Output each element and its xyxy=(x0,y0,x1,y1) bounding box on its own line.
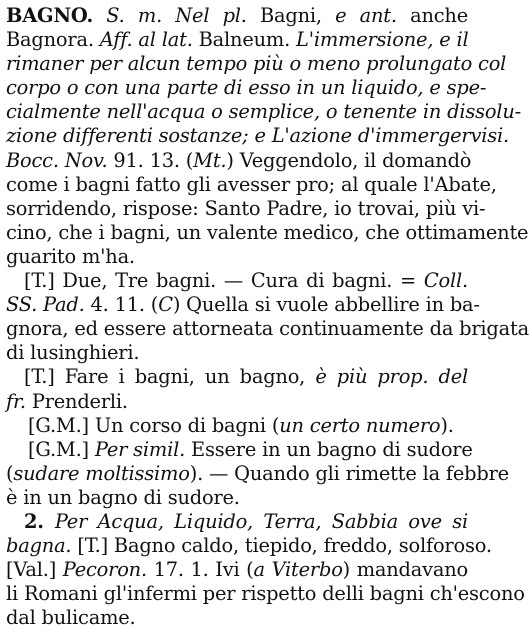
italic-text: Aff. xyxy=(99,28,133,52)
entry-line xyxy=(6,76,487,100)
entry-text: ). — Quando gli rimette la febbre xyxy=(189,461,509,485)
italic-text: rimaner per alcun tempo più o meno prolungato col xyxy=(6,52,507,76)
entry-text: 17. 1. Ivi ( xyxy=(146,558,254,582)
entry-text: ) Veggendolo, il domandò xyxy=(226,148,472,172)
bold-text: 2. xyxy=(24,509,55,533)
entry-line xyxy=(6,534,492,558)
entry-text: Bagni, xyxy=(246,4,336,27)
italic-text: SS. Pad. xyxy=(6,293,85,317)
entry-line xyxy=(6,124,509,148)
entry-text: [G.M.] xyxy=(28,437,95,461)
entry-text: [Val.] xyxy=(6,558,63,582)
entry-text: di lusinghieri. xyxy=(6,341,140,365)
entry-text: 4. 11. ( xyxy=(84,293,159,317)
entry-text: anche xyxy=(396,4,468,27)
italic-text: L'immersione, e il xyxy=(296,28,469,52)
italic-text: al lat. xyxy=(138,28,193,52)
italic-text: fr. xyxy=(6,389,26,413)
italic-text: Mt. xyxy=(193,148,227,172)
entry-text: [T.] Bagno caldo, tiepido, freddo, solforoso. xyxy=(71,534,492,558)
italic-text: e ant. xyxy=(335,4,397,27)
entry-line xyxy=(6,220,529,245)
entry-line xyxy=(6,4,468,28)
entry-text: gnora, ed essere attorneata continuamente da brigata xyxy=(6,317,529,341)
italic-text: S. m. Nel pl. xyxy=(93,4,247,27)
entry-text: [T.] Due, Tre bagni. — Cura di bagni. = xyxy=(24,269,424,293)
entry-line xyxy=(6,293,480,317)
entry-line xyxy=(6,148,472,173)
entry-text: ( xyxy=(6,461,14,485)
entry-text: Bagnora. xyxy=(6,28,100,52)
entry-line xyxy=(6,558,468,582)
italic-text: Bocc. Nov. xyxy=(6,148,108,172)
entry-line xyxy=(6,196,486,221)
italic-text: sudare moltissimo xyxy=(13,461,190,485)
entry-line xyxy=(6,172,497,197)
entry-text: 91. 13. ( xyxy=(107,148,194,172)
entry-text: [G.M.] Un corso di bagni ( xyxy=(28,413,280,437)
entry-text: Essere in un bagno di sudore xyxy=(185,437,473,461)
italic-text: bagna. xyxy=(6,534,72,558)
entry-line xyxy=(6,341,468,365)
entry-text: Prenderli. xyxy=(25,389,128,413)
entry-line xyxy=(6,28,468,52)
entry-line xyxy=(6,245,468,269)
italic-text: cialmente nell'acqua o semplice, o tenente in dissolu- xyxy=(6,100,521,124)
entry-line xyxy=(6,461,509,486)
italic-text: Pecoron. xyxy=(62,558,147,582)
italic-text: C xyxy=(158,293,173,317)
entry-line xyxy=(6,437,473,462)
entry-text: dal bulicame. xyxy=(6,606,136,630)
entry-text: è in un bagno di sudore. xyxy=(6,485,240,509)
entry-text: ) mandavano xyxy=(342,558,468,582)
entry-text: come i bagni fatto gli avesser pro; al quale l'Abate, xyxy=(6,172,497,196)
entry-line xyxy=(6,317,529,341)
bold-text: BAGNO. xyxy=(6,4,94,27)
entry-line xyxy=(6,100,521,124)
italic-text: Per simil. xyxy=(94,437,186,461)
entry-line xyxy=(6,510,468,534)
italic-text: Per Acqua, Liquido, Terra, Sabbia ove si xyxy=(54,509,468,533)
italic-text: corpo o con una parte di esso in un liquido, e spe- xyxy=(6,76,487,100)
italic-text: un certo numero xyxy=(279,413,441,437)
entry-line xyxy=(6,486,468,510)
entry-text: li Romani gl'infermi per rispetto delli bagni ch'escono xyxy=(6,582,525,606)
entry-text: guarito m'ha. xyxy=(6,244,135,268)
italic-text: è più prop. del xyxy=(315,365,468,389)
entry-text: ) Quella si vuole abbellire in ba- xyxy=(172,293,480,317)
entry-line xyxy=(6,390,468,414)
entry-text: cino, che i bagni, un valente medico, che ottimamente xyxy=(6,220,529,244)
entry-text: Balneum. xyxy=(192,28,297,52)
italic-text: a Viterbo xyxy=(253,558,343,582)
entry-text: sorridendo, rispose: Santo Padre, io trovai, più vi- xyxy=(6,196,486,220)
italic-text: zione differenti sostanze; e L'azione d'immergervisi. xyxy=(6,124,509,148)
entry-line xyxy=(6,269,468,293)
entry-line xyxy=(6,365,468,389)
entry-text: ). xyxy=(440,413,454,437)
entry-line xyxy=(6,52,507,76)
entry-text: [T.] Fare i bagni, un bagno, xyxy=(24,365,316,389)
italic-text: Coll. xyxy=(423,269,468,293)
entry-line xyxy=(6,582,525,606)
entry-line xyxy=(6,414,468,438)
entry-line xyxy=(6,606,468,630)
